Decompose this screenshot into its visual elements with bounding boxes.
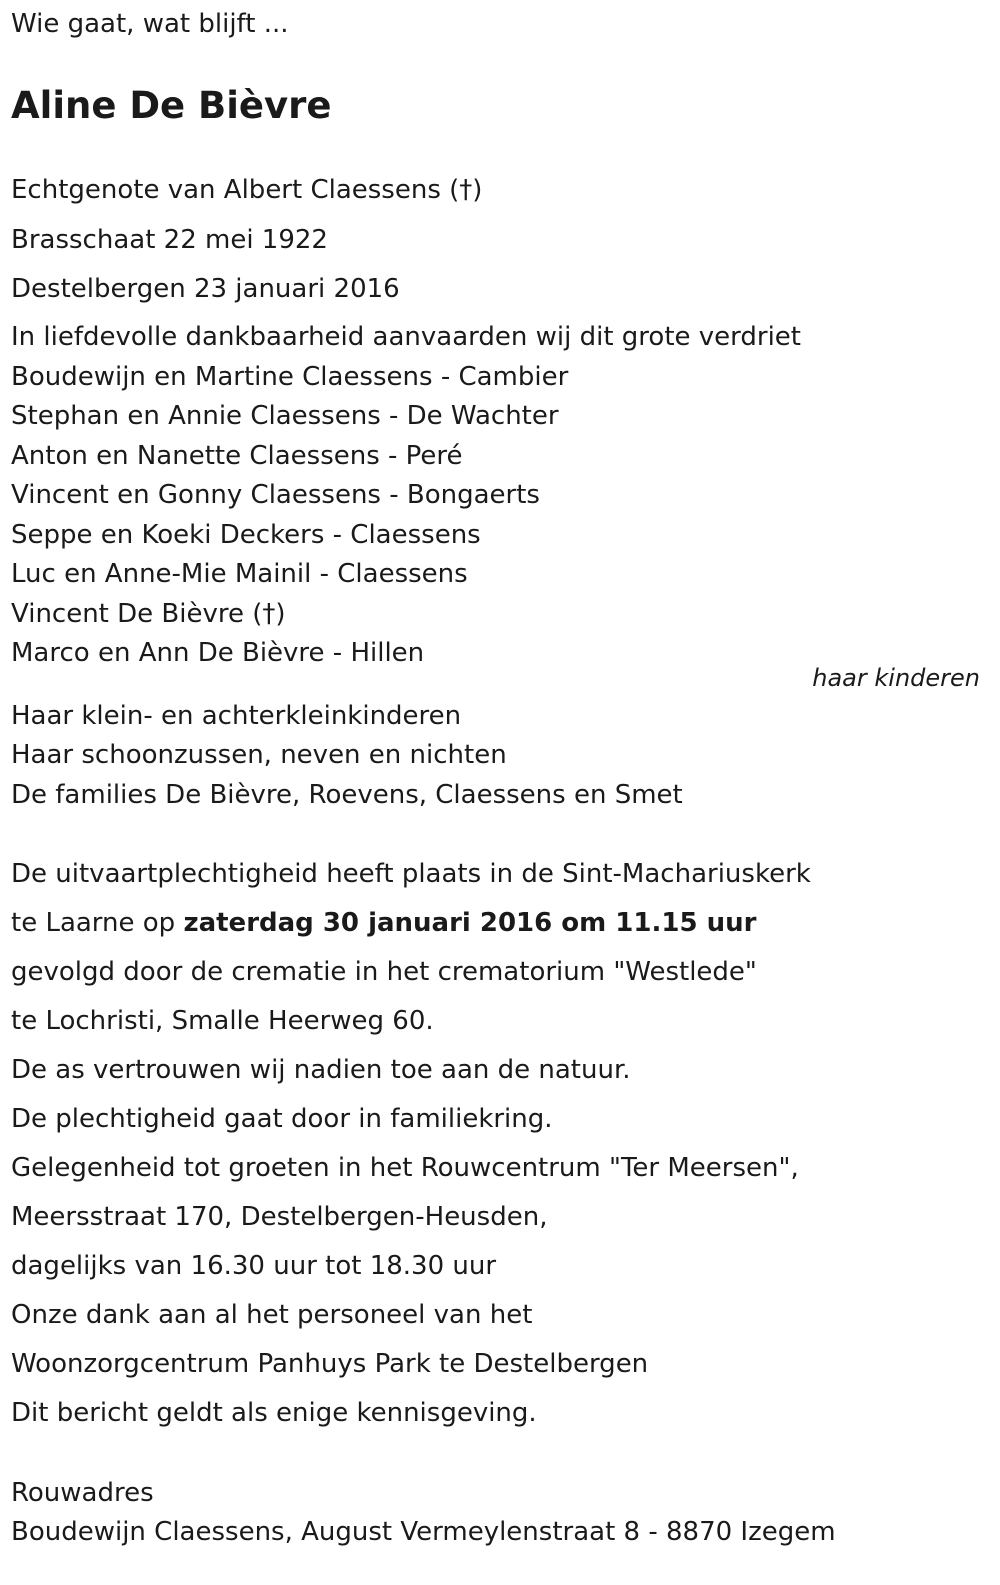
deceased-name: Aline De Bièvre [11, 84, 332, 127]
ceremony-line: Onze dank aan al het personeel van het [11, 1300, 533, 1330]
ceremony-line: De uitvaartplechtigheid heeft plaats in de Sint-Machariuskerk [11, 859, 811, 889]
ceremony-line: Gelegenheid tot groeten in het Rouwcentrum "Ter Meersen", [11, 1153, 799, 1183]
ceremony-line: gevolgd door de crematie in het crematorium "Westlede" [11, 957, 757, 987]
ceremony-line: De as vertrouwen wij nadien toe aan de natuur. [11, 1055, 631, 1085]
relatives-line: Haar schoonzussen, neven en nichten [11, 740, 507, 770]
relatives-line: Haar klein- en achterkleinkinderen [11, 701, 462, 731]
children-caption: haar kinderen [812, 664, 980, 692]
address-value: Boudewijn Claessens, August Vermeylenstraat 8 - 8870 Izegem [11, 1517, 836, 1547]
child-line: Luc en Anne-Mie Mainil - Claessens [11, 559, 468, 589]
death-line: Destelbergen 23 januari 2016 [11, 274, 400, 304]
ceremony-date: zaterdag 30 januari 2016 om 11.15 uur [183, 908, 757, 938]
spouse-line: Echtgenote van Albert Claessens (†) [11, 175, 483, 205]
ceremony-date-line [11, 907, 756, 939]
relatives-line: De families De Bièvre, Roevens, Claessens en Smet [11, 780, 683, 810]
family-intro: In liefdevolle dankbaarheid aanvaarden wij dit grote verdriet [11, 322, 801, 352]
ceremony-line: te Lochristi, Smalle Heerweg 60. [11, 1006, 434, 1036]
ceremony-line: Dit bericht geldt als enige kennisgeving. [11, 1398, 537, 1428]
child-line: Anton en Nanette Claessens - Peré [11, 441, 463, 471]
ceremony-line: De plechtigheid gaat door in familiekring. [11, 1104, 553, 1134]
child-line: Stephan en Annie Claessens - De Wachter [11, 401, 559, 431]
child-line: Vincent De Bièvre (†) [11, 599, 286, 629]
address-label: Rouwadres [11, 1478, 154, 1508]
child-line: Marco en Ann De Bièvre - Hillen [11, 638, 425, 668]
ceremony-line: dagelijks van 16.30 uur tot 18.30 uur [11, 1251, 497, 1281]
child-line: Vincent en Gonny Claessens - Bongaerts [11, 480, 540, 510]
ceremony-line: Meersstraat 170, Destelbergen-Heusden, [11, 1202, 548, 1232]
ceremony-line: Woonzorgcentrum Panhuys Park te Destelbergen [11, 1349, 649, 1379]
ceremony-date-prefix: te Laarne op [11, 908, 184, 938]
birth-line: Brasschaat 22 mei 1922 [11, 225, 328, 255]
child-line: Boudewijn en Martine Claessens - Cambier [11, 362, 569, 392]
child-line: Seppe en Koeki Deckers - Claessens [11, 520, 481, 550]
intro-line: Wie gaat, wat blijft ... [11, 9, 289, 39]
